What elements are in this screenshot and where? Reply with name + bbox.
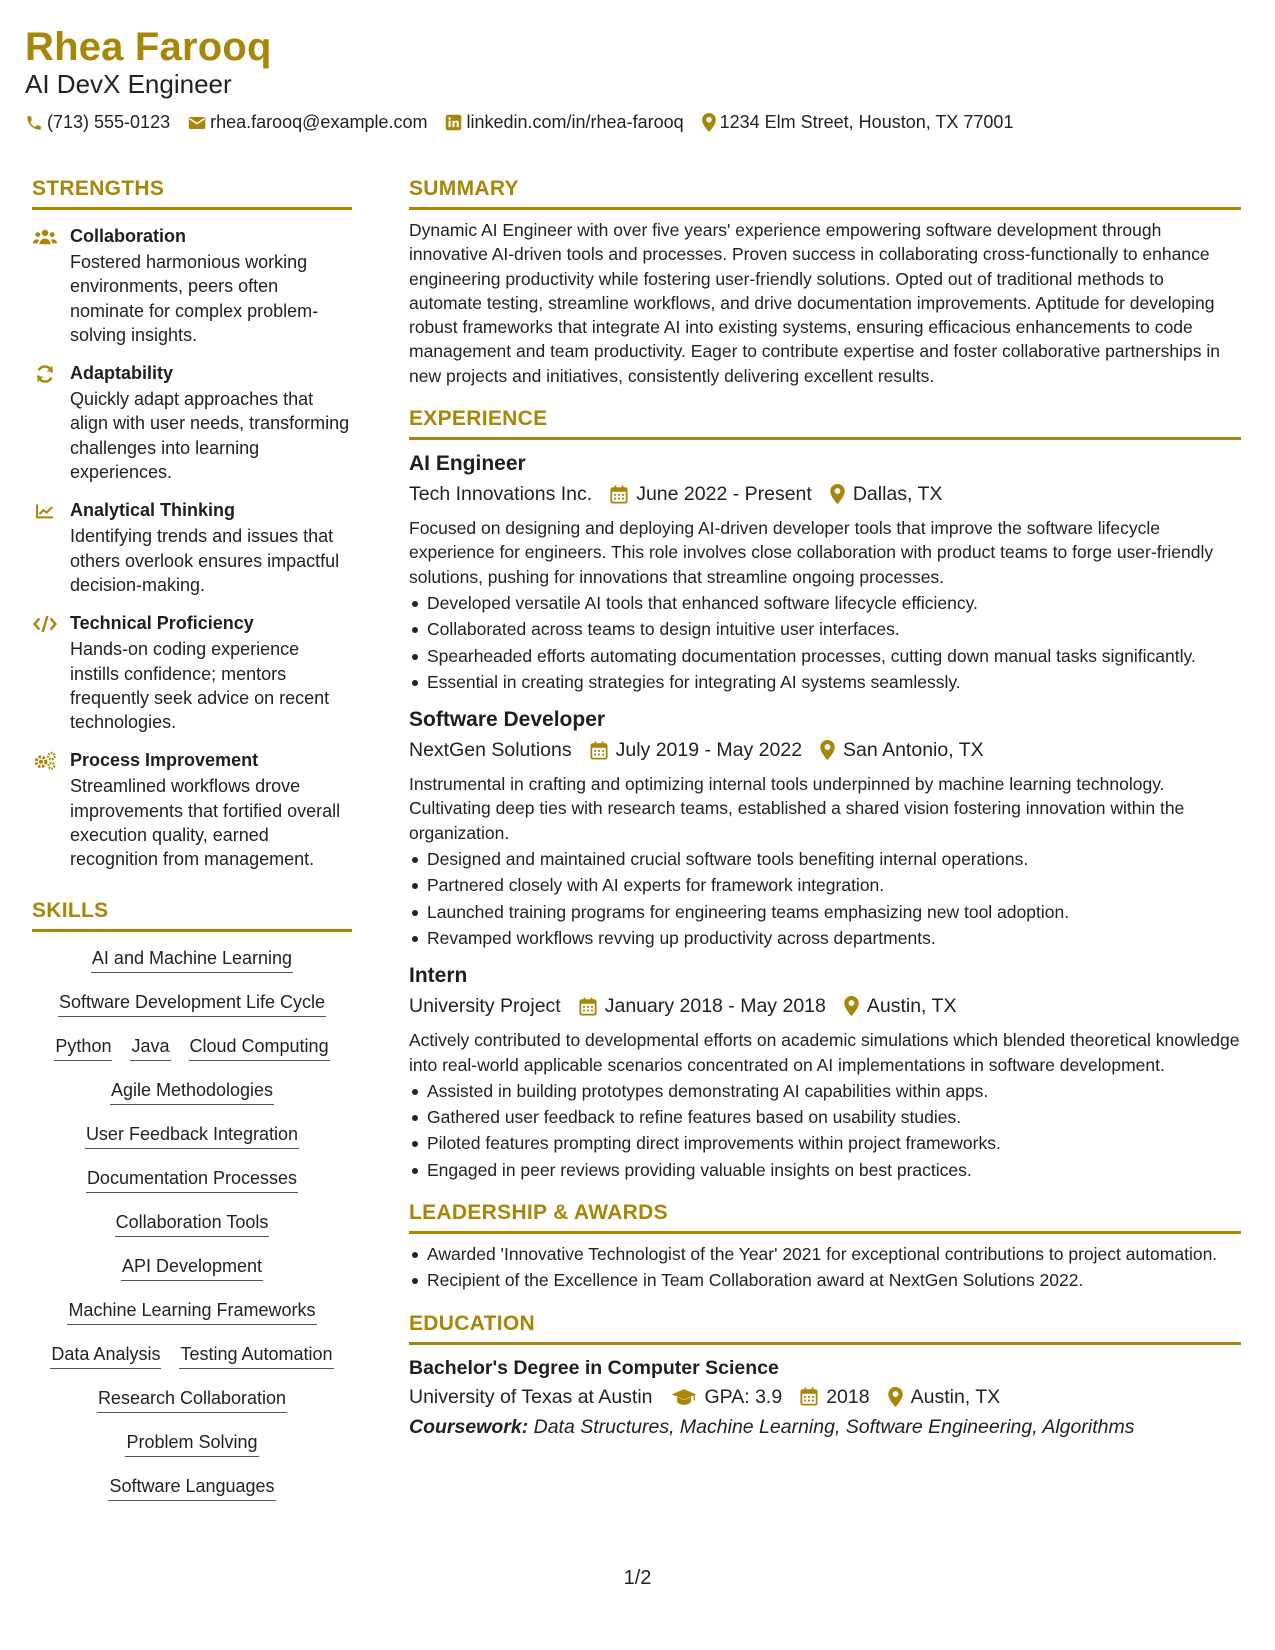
experience-heading: EXPERIENCE (409, 406, 1241, 440)
skill-tag: API Development (121, 1254, 263, 1281)
linkedin-icon (445, 114, 462, 131)
location-text: Austin, TX (910, 1385, 1001, 1408)
job-title: Intern (409, 964, 468, 988)
envelope-icon (188, 115, 206, 131)
job-entry (409, 962, 1241, 1182)
map-marker-icon (820, 740, 835, 760)
job-company (409, 992, 561, 1020)
skill-tag: AI and Machine Learning (91, 946, 293, 973)
phone-icon (25, 114, 43, 132)
job-description: Actively contributed to developmental efforts on academic simulations which blended theoretical knowledge into real-world applicable scenarios concentrated on AI implementations in software development. (409, 1030, 1240, 1075)
graduation-year (800, 1383, 869, 1411)
bullet-item: Piloted features prompting direct improvements within project frameworks. (409, 1131, 1241, 1155)
coursework (409, 1413, 1241, 1441)
skill-tag: Problem Solving (125, 1430, 258, 1457)
job-description: Focused on designing and deploying AI-driven developer tools that improve the software lifecycle experience for engineers. This role involves close collaboration with product teams to forge user-friendly solutions, pushing for innovations that streamline ongoing processes. (409, 518, 1214, 587)
job-dates (590, 736, 802, 764)
candidate-title: AI DevX Engineer (25, 69, 232, 99)
users-icon (32, 226, 58, 248)
bullet-item: Launched training programs for engineering teams emphasizing new tool adoption. (409, 900, 1241, 924)
job-location (844, 992, 957, 1020)
job-description: Instrumental in crafting and optimizing internal tools underpinned by machine learning technology. Cultivating deep ties with research teams, established a shared vision fostering innovation within the organization. (409, 774, 1185, 843)
job-meta (409, 480, 1241, 508)
job-company (409, 736, 572, 764)
strength-item (32, 224, 352, 347)
job-bullets (409, 1079, 1241, 1182)
code-icon (32, 613, 58, 635)
dates-text: July 2019 - May 2022 (615, 739, 803, 762)
strength-item (32, 361, 352, 484)
skill-tag: Research Collaboration (97, 1386, 287, 1413)
summary-text: Dynamic AI Engineer with over five years' experience empowering software development through innovative AI-driven tools and processes. Proven success in collaborating cross-functionally to enhance engineering productivity while fostering user-friendly solutions. Opted out of traditional methods to automate testing, streamline workflows, and drive documentation improvements. Aptitude for developing robust frameworks that integrate AI into existing systems, ensuring efficacious enhancements to code management and team productivity. Eager to contribute expertise and foster collaborative partnerships in new projects and initiatives, consistently delivering excellent results. (409, 220, 1220, 386)
sync-icon (32, 363, 58, 385)
job-bullets (409, 847, 1241, 950)
address-text: 1234 Elm Street, Houston, TX 77001 (719, 112, 1014, 132)
skill-tag: Agile Methodologies (110, 1078, 274, 1105)
job-company (409, 480, 592, 508)
strength-item (32, 498, 352, 597)
phone-text: (713) 555-0123 (47, 112, 171, 132)
summary-heading: SUMMARY (409, 176, 1241, 210)
gpa-text: GPA: 3.9 (704, 1385, 783, 1408)
map-marker-icon (844, 996, 859, 1016)
leadership-list (409, 1242, 1241, 1293)
skill-tag: Machine Learning Frameworks (67, 1298, 316, 1325)
strength-desc: Fostered harmonious working environments, peers often nominate for complex problem-solving insights. (70, 252, 319, 345)
calendar-icon (800, 1387, 818, 1406)
calendar-icon (579, 997, 597, 1016)
bullet-item: Revamped workflows revving up productivity across departments. (409, 926, 1241, 950)
location-text: San Antonio, TX (843, 739, 984, 762)
graduation-cap-icon (671, 1388, 697, 1406)
strength-title: Process Improvement (70, 750, 259, 771)
candidate-name: Rhea Farooq (25, 25, 272, 69)
strength-item (32, 611, 352, 734)
chart-line-icon (32, 500, 58, 522)
skill-tag: Software Development Life Cycle (58, 990, 326, 1017)
email-text: rhea.farooq@example.com (210, 112, 428, 132)
strength-desc: Hands-on coding experience instills confidence; mentors frequently seek advice on recent technologies. (70, 639, 330, 733)
strength-desc: Identifying trends and issues that others overlook ensures impactful decision-making. (70, 526, 340, 595)
skill-tag: User Feedback Integration (85, 1122, 299, 1149)
bullet-item: Assisted in building prototypes demonstrating AI capabilities within apps. (409, 1079, 1241, 1103)
job-meta (409, 736, 1241, 764)
job-title: AI Engineer (409, 452, 526, 476)
skill-tag: Testing Automation (179, 1342, 333, 1369)
contact-email[interactable] (188, 112, 427, 133)
skill-tag: Collaboration Tools (115, 1210, 270, 1237)
bullet-item: Designed and maintained crucial software tools benefiting internal operations. (409, 847, 1241, 871)
contact-linkedin[interactable] (445, 112, 683, 133)
map-marker-icon (888, 1387, 903, 1407)
gears-icon (32, 750, 58, 772)
skill-tag: Cloud Computing (189, 1034, 330, 1061)
leadership-heading: LEADERSHIP & AWARDS (409, 1200, 1241, 1234)
strength-title: Adaptability (70, 363, 174, 384)
job-bullets (409, 591, 1241, 694)
job-location (820, 736, 984, 764)
bullet-item: Spearheaded efforts automating documentation processes, cutting down manual tasks significantly. (409, 644, 1241, 668)
award-item: Recipient of the Excellence in Team Collaboration award at NextGen Solutions 2022. (409, 1268, 1241, 1292)
degree-title: Bachelor's Degree in Computer Science (409, 1356, 779, 1379)
dates-text: June 2022 - Present (636, 483, 812, 506)
contact-address (702, 112, 1014, 133)
coursework-list: Data Structures, Machine Learning, Software Engineering, Algorithms (533, 1415, 1135, 1438)
location-text: Dallas, TX (852, 483, 943, 506)
map-marker-icon (702, 113, 716, 132)
job-entry (409, 450, 1241, 694)
education-meta (409, 1383, 1241, 1411)
education-heading: EDUCATION (409, 1311, 1241, 1345)
contact-bar (25, 112, 1245, 133)
strength-desc: Streamlined workflows drove improvements that fortified overall execution quality, earned recognition from management. (70, 776, 341, 870)
skill-tag: Python (54, 1034, 112, 1061)
skill-tag: Documentation Processes (86, 1166, 298, 1193)
job-entry (409, 706, 1241, 950)
bullet-item: Engaged in peer reviews providing valuable insights on best practices. (409, 1158, 1241, 1182)
strength-title: Collaboration (70, 226, 186, 246)
school-text: University of Texas at Austin (409, 1385, 653, 1408)
skill-tag: Software Languages (108, 1474, 275, 1501)
strength-title: Analytical Thinking (70, 500, 236, 521)
map-marker-icon (830, 484, 845, 504)
company-text: Tech Innovations Inc. (409, 483, 593, 506)
coursework-label: Coursework: (409, 1415, 529, 1438)
page-number: 1/2 (623, 1567, 652, 1589)
strength-desc: Quickly adapt approaches that align with user needs, transforming challenges into learning experiences. (70, 389, 350, 483)
resume-header (25, 24, 1245, 133)
job-dates (610, 480, 812, 508)
strength-item (32, 748, 352, 871)
contact-phone[interactable] (25, 112, 170, 133)
bullet-item: Essential in creating strategies for integrating AI systems seamlessly. (409, 670, 1241, 694)
bullet-item: Partnered closely with AI experts for framework integration. (409, 873, 1241, 897)
location-text: Austin, TX (866, 995, 957, 1018)
left-column (32, 176, 352, 1501)
job-location (830, 480, 943, 508)
calendar-icon (590, 741, 608, 760)
gpa (671, 1383, 783, 1411)
skills-heading: SKILLS (32, 898, 352, 932)
year-text: 2018 (826, 1385, 870, 1408)
skill-tag: Data Analysis (50, 1342, 161, 1369)
strength-title: Technical Proficiency (70, 613, 254, 634)
linkedin-text: linkedin.com/in/rhea-farooq (466, 112, 684, 132)
dates-text: January 2018 - May 2018 (604, 995, 826, 1018)
skill-tag: Java (130, 1034, 170, 1061)
right-column (409, 176, 1241, 1441)
bullet-item: Gathered user feedback to refine features based on usability studies. (409, 1105, 1241, 1129)
award-item: Awarded 'Innovative Technologist of the Year' 2021 for exceptional contributions to project automation. (409, 1242, 1241, 1266)
calendar-icon (610, 485, 628, 504)
job-title: Software Developer (409, 708, 606, 732)
strengths-heading: STRENGTHS (32, 176, 352, 210)
education-location (888, 1383, 1001, 1411)
company-text: University Project (409, 995, 561, 1018)
job-meta (409, 992, 1241, 1020)
skills-list (32, 946, 352, 1501)
bullet-item: Collaborated across teams to design intuitive user interfaces. (409, 617, 1241, 641)
company-text: NextGen Solutions (409, 739, 572, 762)
bullet-item: Developed versatile AI tools that enhanced software lifecycle efficiency. (409, 591, 1241, 615)
job-dates (579, 992, 826, 1020)
school-name (409, 1383, 653, 1411)
